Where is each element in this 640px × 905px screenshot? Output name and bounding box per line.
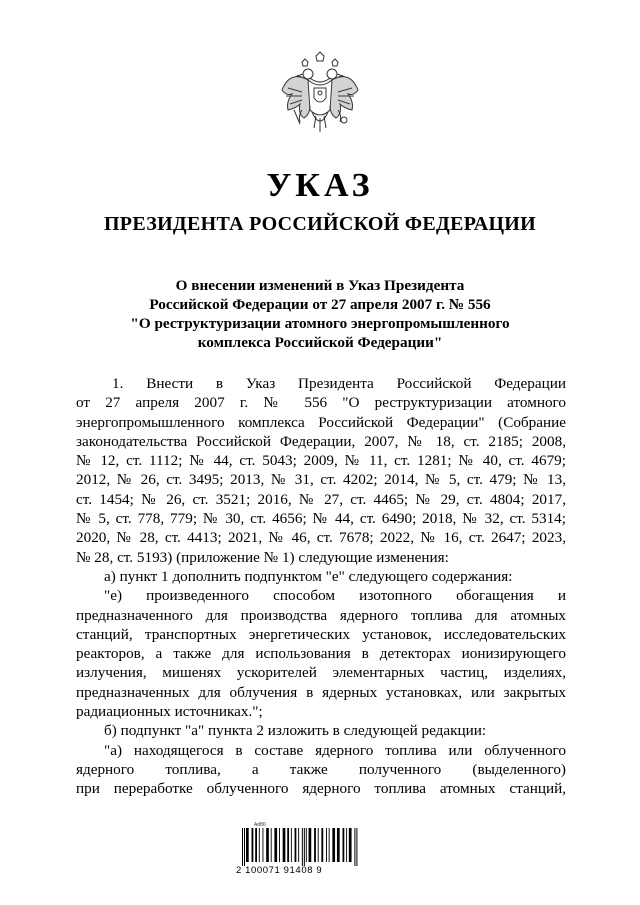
document-body: [76, 374, 566, 799]
body-line: излучения, мишенях ускорителей элементарных частиц, изделиях,: [76, 664, 566, 682]
body-line: энергопромышленного комплекса Российской Федерации" (Собрание: [76, 413, 566, 431]
body-line: предназначенного для производства ядерного топлива для атомных: [76, 606, 566, 624]
barcode-bar: [242, 828, 243, 866]
body-line: предназначенных для облучения в ядерных установках, или закрытых: [76, 683, 566, 701]
barcode: [236, 826, 366, 886]
barcode-bar: [318, 828, 319, 862]
document-heading: [80, 276, 560, 352]
body-line: № 5, ст. 778, 779; № 30, ст. 4656; № 44, ст. 6490; 2018, № 32, ст. 5314;: [76, 510, 566, 528]
barcode-bar: [287, 828, 289, 862]
barcode-bar: [314, 828, 316, 862]
barcode-bar: [291, 828, 292, 862]
body-line: ядерного топлива, а также полученного (выделенного): [76, 760, 566, 778]
barcode-bar: [274, 828, 277, 862]
body-line: 1. Внести в Указ Президента Российской Федерации: [112, 375, 566, 392]
barcode-bar: [321, 828, 323, 862]
heading-line: "О реструктуризации атомного энергопромышленного: [130, 315, 510, 332]
barcode-bar: [354, 828, 355, 866]
barcode-bar: [349, 828, 352, 862]
body-line: б) подпункт "а" пункта 2 изложить в следующей редакции:: [104, 722, 487, 740]
barcode-bar: [326, 828, 327, 862]
barcode-bar: [306, 828, 307, 862]
barcode-bar: [246, 828, 249, 862]
barcode-bar: [309, 828, 312, 862]
heading-line: О внесении изменений в Указ Президента: [175, 277, 465, 294]
body-line: № 12, ст. 1112; № 44, ст. 5043; 2009, № 11, ст. 1281; № 40, ст. 4679;: [76, 452, 566, 470]
barcode-bar: [356, 828, 357, 866]
body-line: "е) произведенного способом изотопного обогащения и: [104, 587, 566, 605]
barcode-bar: [298, 828, 299, 862]
heading-line: Российской Федерации от 27 апреля 2007 г. № 556: [149, 296, 491, 313]
heading-line: комплекса Российской Федерации": [197, 334, 443, 351]
body-line: "а) находящегося в составе ядерного топлива или облученного: [104, 741, 566, 759]
body-line: станций, транспортных энергетических установок, исследовательских: [76, 625, 566, 643]
barcode-bar: [263, 828, 264, 862]
barcode-bar: [332, 828, 335, 862]
barcode-bar: [337, 828, 340, 862]
body-line: 2012, № 26, ст. 3495; 2013, № 31, ст. 4202; 2014, № 5, ст. 479; № 13,: [76, 471, 566, 489]
body-line: реакторов, а также для использования в детекторах ионизирующего: [76, 645, 566, 663]
body-line: 2020, № 28, ст. 4413; 2021, № 46, ст. 7678; 2022, № 16, ст. 2647; 2023,: [76, 529, 566, 547]
body-line: № 28, ст. 5193) (приложение № 1) следующие изменения:: [76, 548, 449, 566]
barcode-bar: [295, 828, 297, 862]
barcode-bar: [271, 828, 272, 862]
barcode-bar: [304, 828, 305, 866]
barcode-bar: [283, 828, 286, 862]
barcode-number: 2 100071 91408 9: [236, 865, 323, 876]
coat-of-arms-icon: [272, 50, 368, 146]
body-line: законодательства Российской Федерации, 2007, № 18, ст. 2185; 2008,: [76, 432, 566, 450]
body-line: радиационных источниках.";: [76, 703, 263, 721]
barcode-bar: [346, 828, 347, 862]
barcode-bar: [255, 828, 257, 862]
barcode-bar: [266, 828, 269, 862]
body-line: при переработке облученного ядерного топлива атомных станций,: [76, 780, 566, 798]
body-line: а) пункт 1 дополнить подпунктом "е" следующего содержания:: [104, 567, 513, 585]
barcode-bar: [343, 828, 345, 862]
body-line: от 27 апреля 2007 г. № 556 "О реструктуризации атомного: [76, 394, 566, 412]
barcode-bar: [259, 828, 260, 862]
issuer-subtitle: ПРЕЗИДЕНТА РОССИЙСКОЙ ФЕДЕРАЦИИ: [103, 213, 537, 235]
body-line: ст. 1454; № 26, ст. 3521; 2016, № 27, ст. 4465; № 29, ст. 4804; 2017,: [76, 490, 566, 508]
barcode-bar: [244, 828, 245, 866]
document-type-title: УКАЗ: [266, 167, 374, 204]
barcode-bar: [302, 828, 303, 866]
stamp-mark: Ad80: [254, 822, 266, 828]
barcode-bar: [329, 828, 330, 862]
barcode-bar: [279, 828, 280, 862]
barcode-bar: [252, 828, 254, 862]
